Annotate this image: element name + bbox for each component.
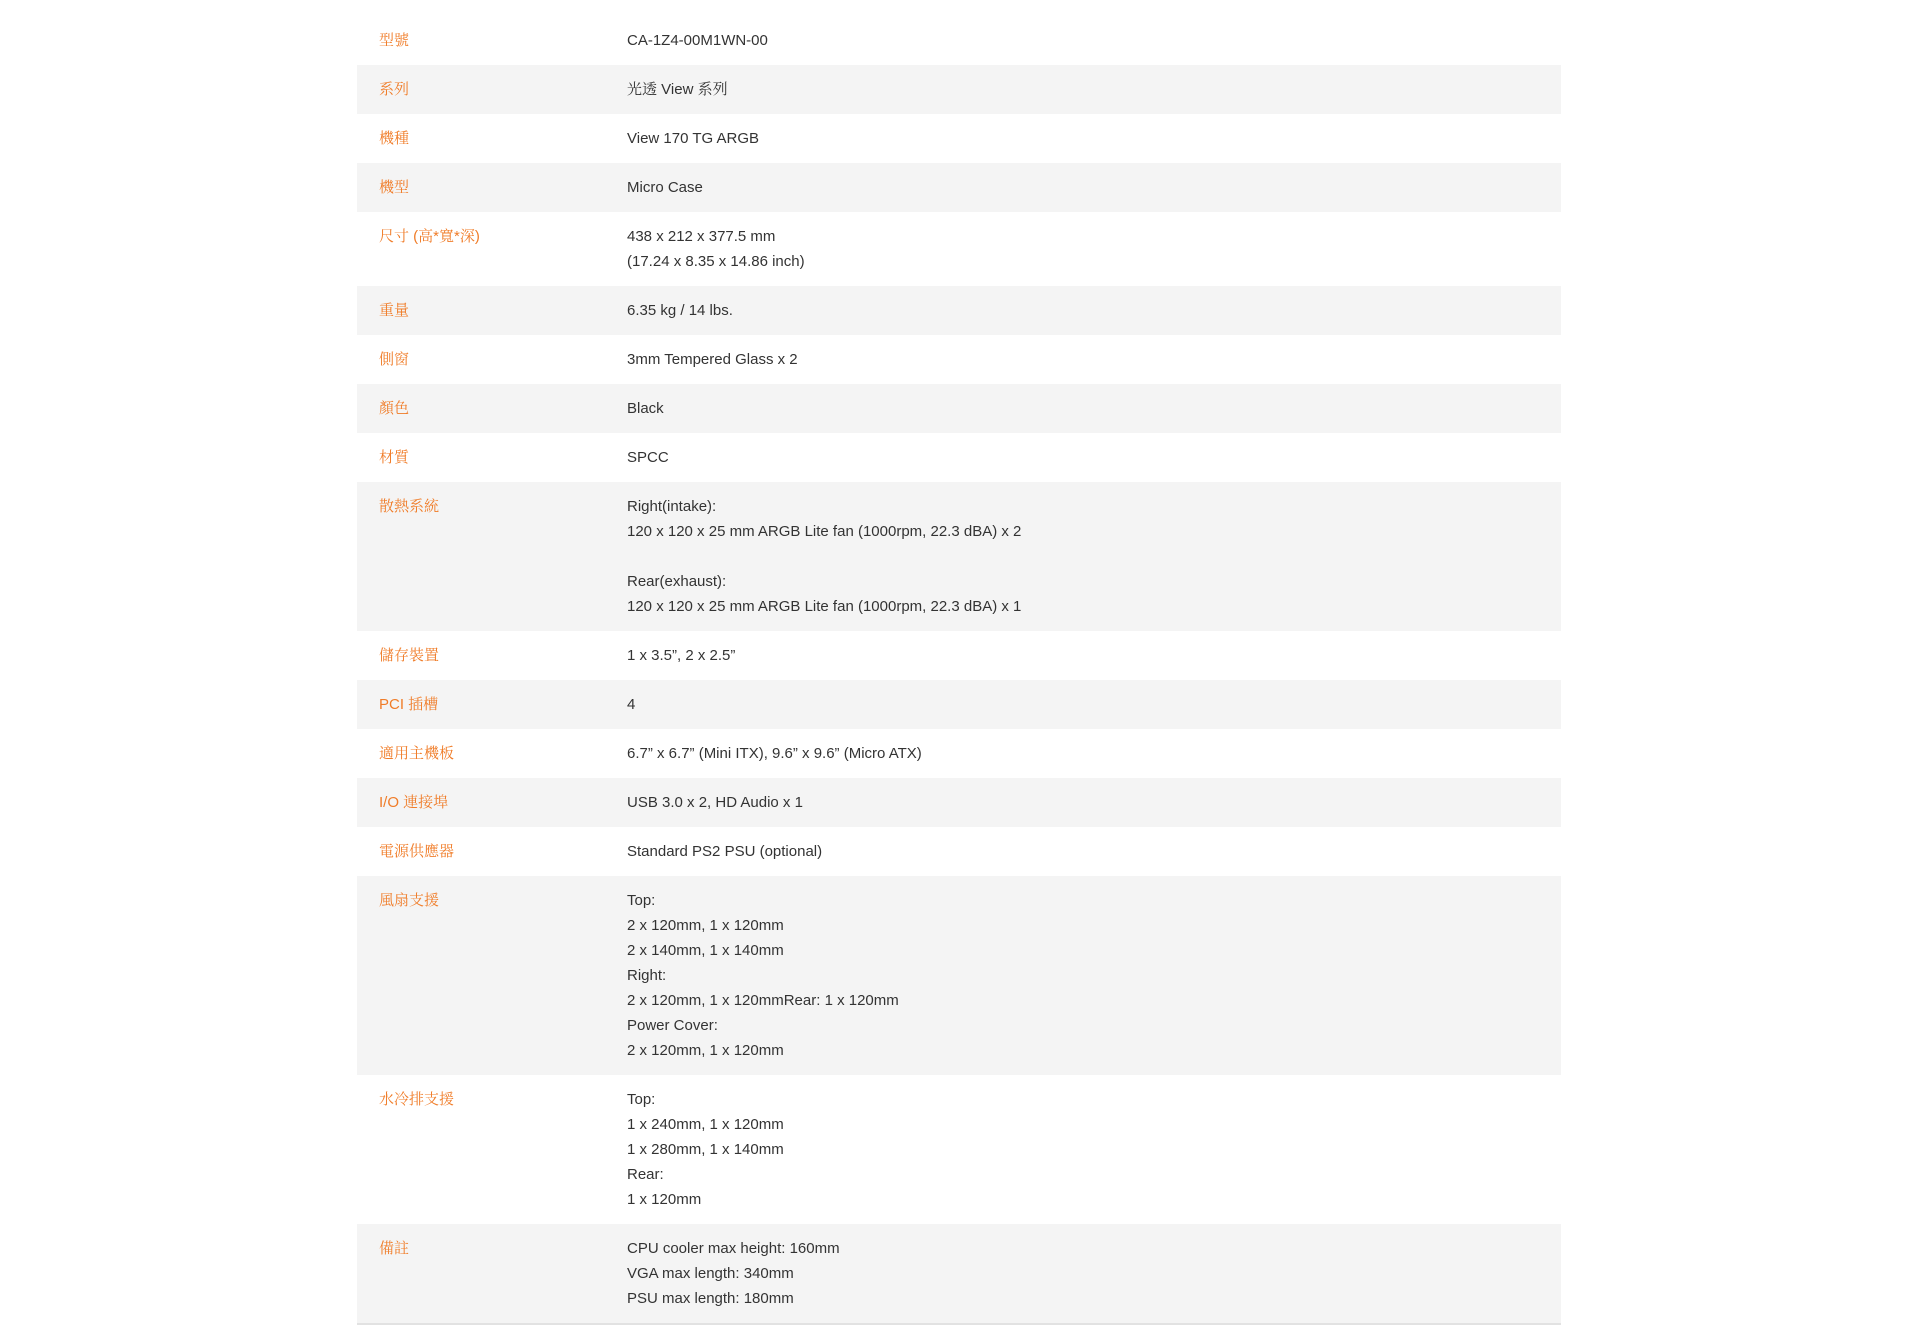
spec-value: 1 x 3.5”, 2 x 2.5”: [627, 647, 736, 664]
spec-value: CPU cooler max height: 160mm VGA max length: 340mm PSU max length: 180mm: [627, 1240, 840, 1307]
spec-value: USB 3.0 x 2, HD Audio x 1: [627, 794, 803, 811]
spec-value: 438 x 212 x 377.5 mm (17.24 x 8.35 x 14.86 inch): [627, 228, 805, 270]
spec-row-pci-slots: [357, 680, 1561, 729]
spec-label: 水冷排支援: [379, 1091, 455, 1108]
spec-row-weight: [357, 286, 1561, 335]
spec-row-side-panel: [357, 335, 1561, 384]
spec-label: 適用主機板: [379, 745, 455, 762]
spec-label: 機種: [379, 130, 410, 147]
spec-row-fan-support: [357, 876, 1561, 1075]
spec-label: 側窗: [379, 351, 410, 368]
spec-value: 4: [627, 696, 636, 713]
spec-label: 材質: [379, 449, 410, 466]
spec-label: PCI 插槽: [379, 696, 439, 713]
spec-value: 光透 View 系列: [627, 81, 728, 98]
spec-row-io-ports: [357, 778, 1561, 827]
spec-row-psu: [357, 827, 1561, 876]
spec-table: [357, 16, 1561, 1325]
spec-row-drive-bays: [357, 631, 1561, 680]
spec-value: CA-1Z4-00M1WN-00: [627, 32, 768, 49]
spec-value: Top: 1 x 240mm, 1 x 120mm 1 x 280mm, 1 x 140mm Rear: 1 x 120mm: [627, 1091, 784, 1208]
spec-row-radiator-support: [357, 1075, 1561, 1224]
spec-value: 3mm Tempered Glass x 2: [627, 351, 798, 368]
spec-value: 6.7” x 6.7” (Mini ITX), 9.6” x 9.6” (Micro ATX): [627, 745, 922, 762]
spec-value: SPCC: [627, 449, 669, 466]
spec-label: 顏色: [379, 400, 410, 417]
spec-value: Right(intake): 120 x 120 x 25 mm ARGB Lite fan (1000rpm, 22.3 dBA) x 2 Rear(exhaust): 120 x 120 x 25 mm ARGB Lite fan (1000rpm, 22.3 dBA) x 1: [627, 498, 1022, 615]
spec-label: 系列: [379, 81, 410, 98]
spec-value: Micro Case: [627, 179, 703, 196]
spec-label: 風扇支援: [379, 892, 440, 909]
spec-value: Top: 2 x 120mm, 1 x 120mm 2 x 140mm, 1 x 140mm Right: 2 x 120mm, 1 x 120mmRear: 1 x 120mm Power Cover: 2 x 120mm, 1 x 120mm: [627, 892, 899, 1059]
spec-label: 散熱系統: [379, 498, 440, 515]
spec-label: I/O 連接埠: [379, 794, 449, 811]
spec-row-case-type: [357, 163, 1561, 212]
spec-row-product: [357, 114, 1561, 163]
spec-row-notes: [357, 1224, 1561, 1323]
spec-label: 重量: [379, 302, 410, 319]
spec-label: 備註: [379, 1240, 410, 1257]
spec-row-model: [357, 16, 1561, 65]
spec-row-dimensions: [357, 212, 1561, 286]
spec-value: 6.35 kg / 14 lbs.: [627, 302, 733, 319]
spec-row-cooling-system: [357, 482, 1561, 631]
spec-row-material: [357, 433, 1561, 482]
spec-value: View 170 TG ARGB: [627, 130, 760, 147]
spec-row-motherboards: [357, 729, 1561, 778]
spec-label: 儲存裝置: [379, 647, 440, 664]
spec-row-color: [357, 384, 1561, 433]
spec-row-series: [357, 65, 1561, 114]
spec-label: 電源供應器: [379, 843, 455, 860]
spec-label: 尺寸 (高*寬*深): [379, 228, 480, 245]
spec-value: Standard PS2 PSU (optional): [627, 843, 823, 860]
spec-label: 機型: [379, 179, 410, 196]
spec-value: Black: [627, 400, 664, 417]
spec-label: 型號: [379, 32, 410, 49]
